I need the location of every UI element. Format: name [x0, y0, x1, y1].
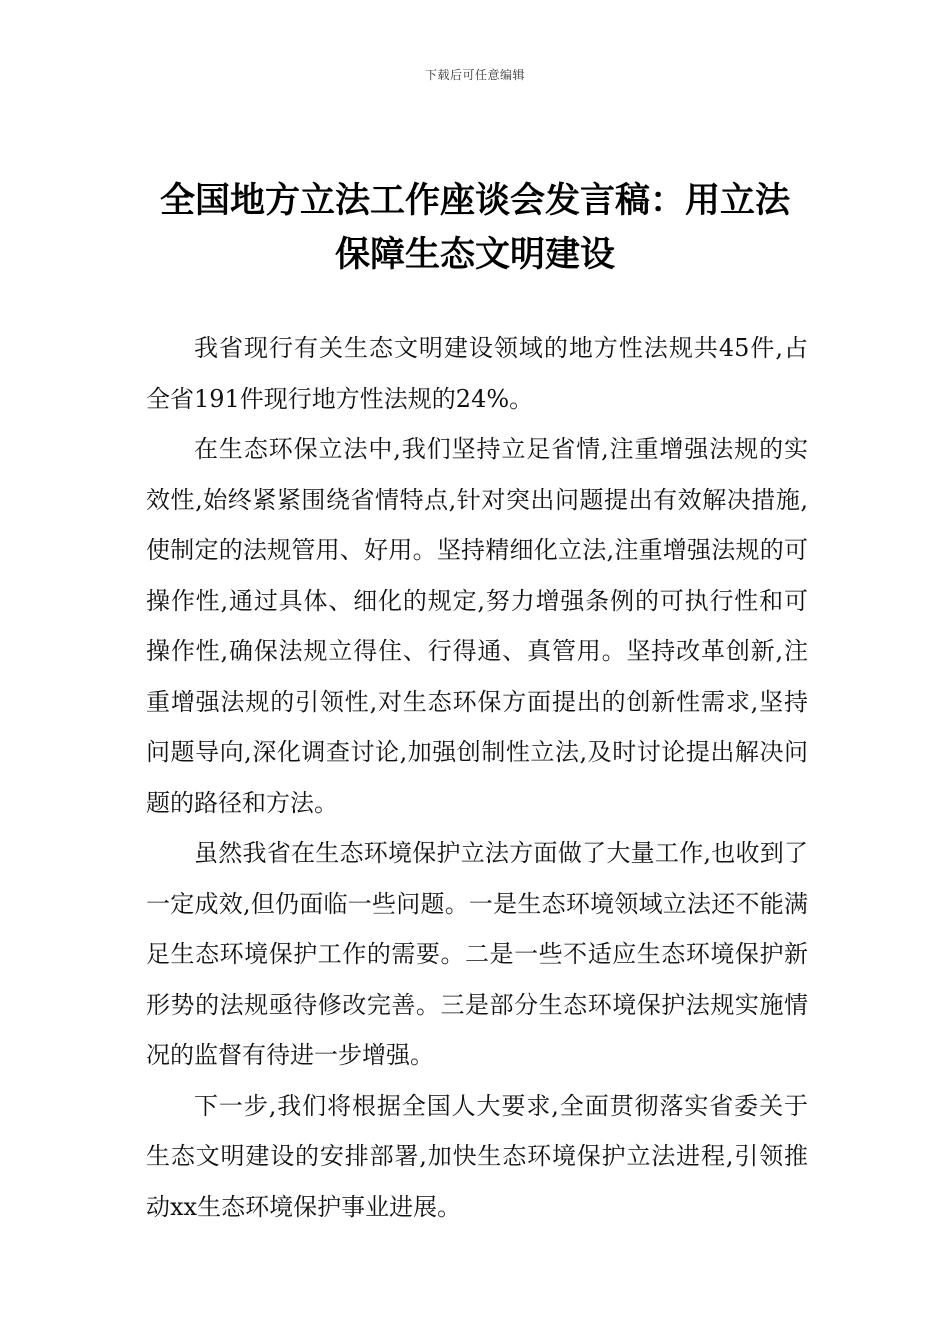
paragraph-3: 虽然我省在生态环境保护立法方面做了大量工作,也收到了一定成效,但仍面临一些问题。一是生态环境领域立法还不能满足生态环境保护工作的需要。二是一些不适应生态环境保护新形势的法规亟待修改完善。三是部分生态环境保护法规实施情况的监督有待进一步增强。: [146, 839, 808, 1069]
title-line-2: 保障生态文明建设: [334, 235, 615, 275]
header-note: 下载后可任意编辑: [424, 68, 525, 82]
paragraph-1: 我省现行有关生态文明建设领域的地方性法规共45件,占全省191件现行地方性法规的24%。: [146, 334, 808, 413]
document-body: [146, 323, 808, 1232]
paragraph-2: 在生态环保立法中,我们坚持立足省情,注重增强法规的实效性,始终紧紧围绕省情特点,针对突出问题提出有效解决措施,使制定的法规管用、好用。坚持精细化立法,注重增强法规的可操作性,通过具体、细化的规定,努力增强条例的可执行性和可操作性,确保法规立得住、行得通、真管用。坚持改革创新,注重增强法规的引领性,对生态环保方面提出的创新性需求,坚持问题导向,深化调查讨论,加强创制性立法,及时讨论提出解决问题的路径和方法。: [146, 435, 808, 817]
document-title: [140, 174, 810, 282]
paragraph-4: 下一步,我们将根据全国人大要求,全面贯彻落实省委关于生态文明建设的安排部署,加快生态环境保护立法进程,引领推动xx生态环境保护事业进展。: [146, 1091, 808, 1221]
title-line-1: 全国地方立法工作座谈会发言稿：用立法: [159, 181, 790, 221]
